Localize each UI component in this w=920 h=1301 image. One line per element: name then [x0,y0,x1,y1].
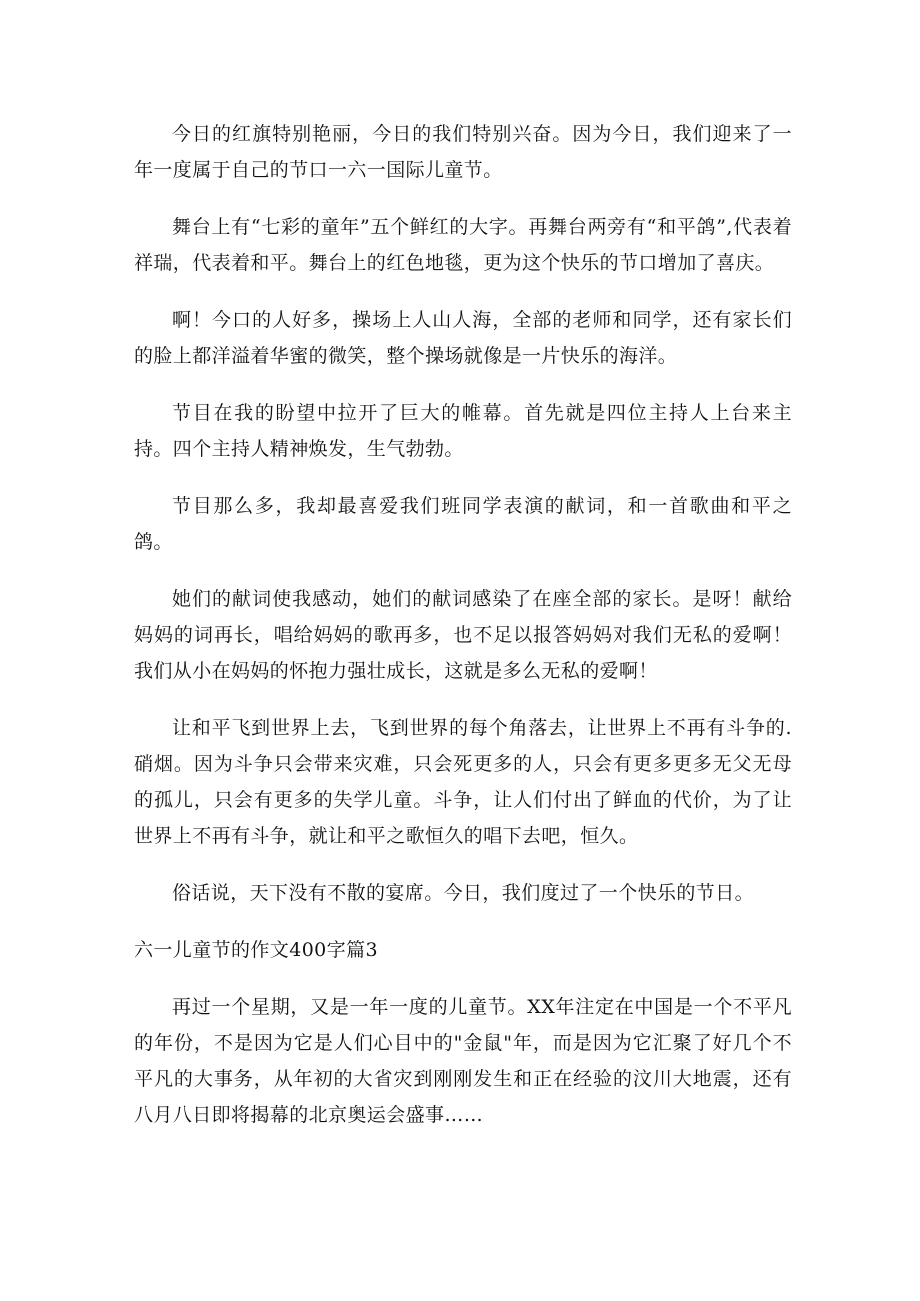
document-body [134,116,792,1154]
paragraph-3: 啊！今口的人好多，操场上人山人海，全部的老师和同学，还有家长们的脸上都洋溢着华蜜的微笑，整个操场就像是一片快乐的海洋。 [134,309,792,367]
paragraph-8: 俗话说，天下没有不散的宴席。今日，我们度过了一个快乐的节日。 [172,882,755,904]
paragraph-4: 节目在我的盼望中拉开了巨大的帷幕。首先就是四位主持人上台来主持。四个主持人精神焕发，生气勃勃。 [134,402,792,460]
section-heading: 六一儿童节的作文400字篇3 [134,939,378,961]
paragraph-1: 今日的红旗特别艳丽，今日的我们特别兴奋。因为今日，我们迎来了一年一度属于自己的节口一六一国际儿童节。 [134,123,792,181]
paragraph-9: 再过一个星期，又是一年一度的儿童节。XX年注定在中国是一个不平凡的年份，不是因为它是人们心目中的"金鼠"年，而是因为它汇聚了好几个不平凡的大事务，从年初的大省灾到刚刚发生和正在经验的汶川大地震，还有八月八日即将揭幕的北京奥运会盛事…… [134,996,792,1126]
paragraph-6: 她们的献词使我感动，她们的献词感染了在座全部的家长。是呀！献给妈妈的词再长，唱给妈妈的歌再多，也不足以报答妈妈对我们无私的爱啊！我们从小在妈妈的怀抱力强壮成长，这就是多么无私的爱啊！ [134,588,792,682]
paragraph-7: 让和平飞到世界上去，飞到世界的每个角落去，让世界上不再有斗争的.硝烟。因为斗争只会带来灾难，只会死更多的人，只会有更多更多无父无母的孤儿，只会有更多的失学儿童。斗争，让人们付出了鲜血的代价，为了让世界上不再有斗争，就让和平之歌恒久的唱下去吧，恒久。 [134,717,792,847]
paragraph-5: 节目那么多，我却最喜爱我们班同学表演的献词，和一首歌曲和平之鸽。 [134,495,792,553]
paragraph-2: 舞台上有“七彩的童年”五个鲜红的大字。再舞台两旁有“和平鸽”,代表着祥瑞，代表着和平。舞台上的红色地毯，更为这个快乐的节口增加了喜庆。 [134,216,792,274]
